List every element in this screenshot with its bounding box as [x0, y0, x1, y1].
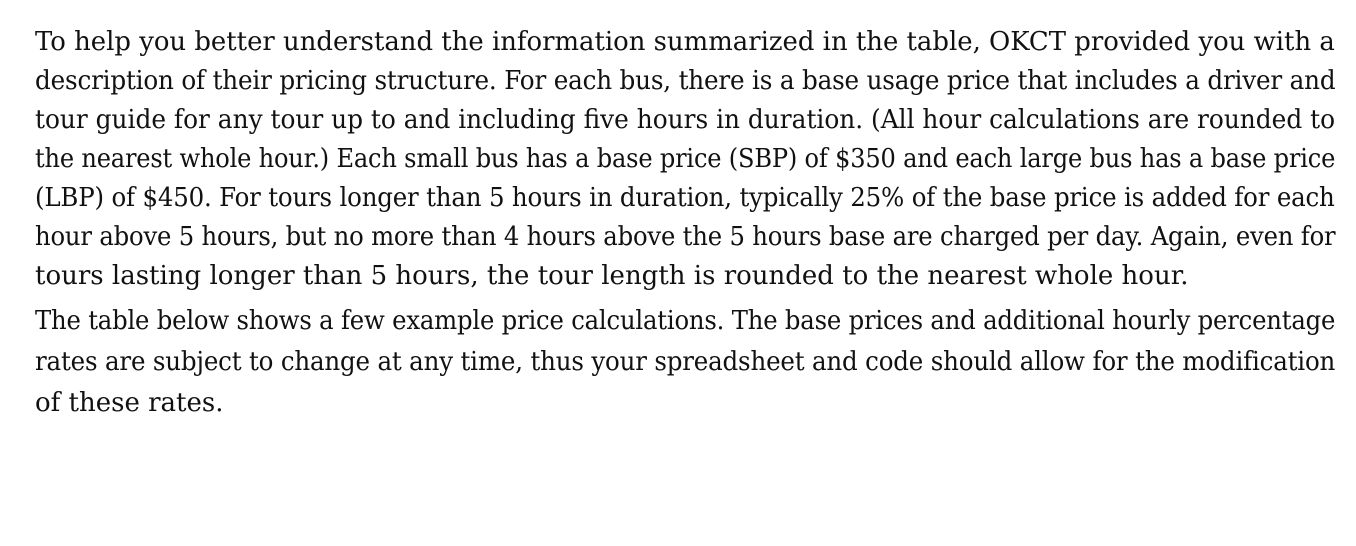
paragraph-example-calculations	[35, 301, 1335, 424]
text-line: tours lasting longer than 5 hours, the tour length is rounded to the nearest whole hour.	[35, 261, 1189, 291]
document-body	[35, 23, 1335, 424]
text-line: description of their pricing structure. For each bus, there is a base usage price that includes a driver and	[35, 66, 1336, 96]
text-line: (LBP) of $450. For tours longer than 5 hours in duration, typically 25% of the base price is added for each	[35, 183, 1335, 213]
paragraph-pricing-structure	[35, 23, 1335, 296]
text-line: rates are subject to change at any time, thus your spreadsheet and code should allow for the modification	[35, 347, 1336, 377]
text-line: tour guide for any tour up to and including five hours in duration. (All hour calculations are rounded to	[35, 105, 1336, 135]
text-line: To help you better understand the information summarized in the table, OKCT provided you with a	[35, 27, 1335, 57]
text-line: The table below shows a few example price calculations. The base prices and additional hourly percentage	[35, 306, 1336, 336]
text-line: the nearest whole hour.) Each small bus has a base price (SBP) of $350 and each large bus has a base price	[35, 144, 1336, 174]
text-line: hour above 5 hours, but no more than 4 hours above the 5 hours base are charged per day. Again, even for	[35, 222, 1336, 252]
text-line: of these rates.	[35, 388, 224, 418]
